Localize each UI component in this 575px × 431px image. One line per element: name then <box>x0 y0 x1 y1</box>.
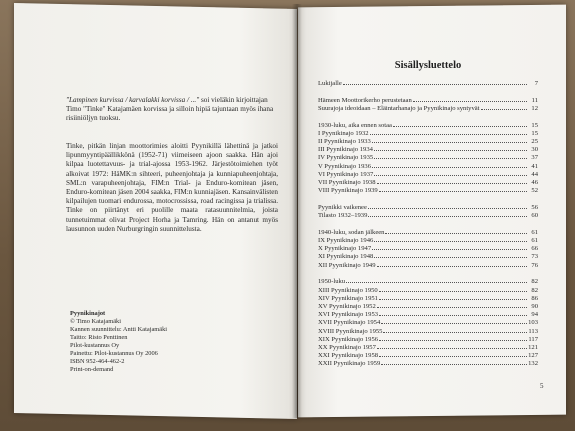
toc-entry-label: Tilasto 1932–1939 <box>318 212 368 220</box>
colophon-line: Pilot-kustannus Oy <box>70 342 120 349</box>
toc-entry <box>318 344 538 352</box>
toc-entry <box>318 204 538 212</box>
toc-leader-dots <box>383 332 527 333</box>
toc-leader-dots <box>372 167 527 168</box>
toc-entry-page: 86 <box>531 294 538 302</box>
table-of-contents <box>318 80 538 369</box>
toc-entry <box>318 319 538 327</box>
toc-entry-label: Pyynikki vaikenee <box>318 203 367 211</box>
toc-leader-dots <box>368 208 527 209</box>
toc-leader-dots <box>381 323 527 324</box>
toc-entry-page: 103 <box>528 319 538 327</box>
toc-entry <box>318 163 538 171</box>
colophon-line: Kannen suunnittelu: Antti Katajamäki <box>70 326 168 333</box>
page-number: 5 <box>540 382 544 390</box>
toc-leader-dots <box>379 299 527 300</box>
toc-entry <box>318 253 538 261</box>
toc-entry-label: 1940-luku, sodan jälkeen <box>318 228 385 236</box>
toc-entry-page: 61 <box>531 237 538 245</box>
colophon-title: Pyynikinajot <box>70 310 106 317</box>
toc-entry <box>318 154 538 162</box>
toc-entry <box>318 245 538 253</box>
toc-entry-page: 46 <box>531 179 538 187</box>
toc-entry-page: 117 <box>528 335 538 343</box>
toc-entry-page: 113 <box>528 327 538 335</box>
toc-entry-page: 60 <box>531 212 538 220</box>
toc-leader-dots <box>379 340 527 341</box>
toc-entry <box>318 237 538 245</box>
toc-entry <box>318 303 538 311</box>
book-gutter <box>292 4 302 418</box>
toc-entry-label: VI Pyynikinajo 1937 <box>318 170 374 178</box>
toc-entry-page: 37 <box>531 154 538 162</box>
toc-entry-label: II Pyynikinajo 1933 <box>318 138 371 146</box>
epigraph-rest: soi vieläkin kirjoittajan Timo "Tinke" Katajamäen korvissa ja silloin hipiä tajuntaan myös ihana risiiniöljyn tuoksu. <box>66 96 274 123</box>
epigraph-quote <box>66 96 276 124</box>
toc-entry-label: XV Pyynikinajo 1952 <box>318 302 376 310</box>
toc-entry-page: 90 <box>531 302 538 310</box>
toc-entry <box>318 352 538 360</box>
colophon-line: Print-on-demand <box>70 366 114 373</box>
toc-entry <box>318 328 538 336</box>
toc-leader-dots <box>379 356 527 357</box>
toc-leader-dots <box>346 282 527 283</box>
toc-entry-label: Hämeen Moottorikerho perustetaan <box>318 96 412 104</box>
toc-entry-page: 15 <box>531 121 538 129</box>
toc-leader-dots <box>385 233 527 234</box>
toc-leader-dots <box>374 150 527 151</box>
toc-entry-label: XVIII Pyynikinajo 1955 <box>318 327 383 335</box>
colophon-line: ISBN 952-464-462-2 <box>70 358 125 365</box>
toc-entry-page: 82 <box>531 286 538 294</box>
toc-entry-label: VIII Pyynikinajo 1939 <box>318 187 378 195</box>
toc-entry-page: 30 <box>531 146 538 154</box>
toc-leader-dots <box>481 109 527 110</box>
toc-entry-page: 94 <box>531 311 538 319</box>
toc-entry <box>318 146 538 154</box>
toc-entry-label: V Pyynikinajo 1936 <box>318 162 371 170</box>
toc-entry-page: 82 <box>531 278 538 286</box>
toc-entry-page: 12 <box>531 104 538 112</box>
toc-entry-page: 7 <box>534 80 538 87</box>
toc-entry <box>318 80 538 88</box>
toc-entry-label: XIV Pyynikinajo 1951 <box>318 294 378 302</box>
toc-entry <box>318 171 538 179</box>
toc-entry-page: 127 <box>528 352 538 360</box>
toc-leader-dots <box>381 364 527 365</box>
toc-entry <box>318 311 538 319</box>
toc-entry-label: XIX Pyynikinajo 1956 <box>318 335 379 343</box>
toc-entry <box>318 336 538 344</box>
toc-entry-label: IV Pyynikinajo 1935 <box>318 154 374 162</box>
toc-entry-page: 15 <box>531 129 538 137</box>
toc-entry-label: 1930-luku, aika ennen sotaa <box>318 121 392 129</box>
toc-entry-page: 73 <box>531 253 538 261</box>
toc-entry <box>318 229 538 237</box>
toc-leader-dots <box>374 175 527 176</box>
toc-entry-label: X Pyynikinajo 1947 <box>318 245 372 253</box>
toc-leader-dots <box>379 291 527 292</box>
toc-entry <box>318 179 538 187</box>
toc-entry-label: XVI Pyynikinajo 1953 <box>318 311 379 319</box>
colophon-line: Painettu: Pilot-kustannus Oy 2006 <box>70 350 158 357</box>
toc-leader-dots <box>374 158 527 159</box>
toc-entry <box>318 138 538 146</box>
toc-entry <box>318 278 538 286</box>
toc-leader-dots <box>343 84 527 85</box>
toc-entry <box>318 97 538 105</box>
toc-entry <box>318 130 538 138</box>
toc-entry-page: 44 <box>531 170 538 178</box>
toc-leader-dots <box>413 101 527 102</box>
toc-entry-page: 25 <box>531 138 538 146</box>
toc-entry <box>318 262 538 270</box>
toc-entry-label: XIII Pyynikinajo 1950 <box>318 286 378 294</box>
toc-entry-label: Suurajoja ideoidaan – Eläintarhanajo ja Pyynikinajo syntyvät <box>318 104 480 112</box>
toc-entry-label: 1950-luku <box>318 278 346 286</box>
toc-entry <box>318 105 538 113</box>
toc-entry <box>318 360 538 368</box>
toc-entry-page: 132 <box>528 360 538 368</box>
toc-leader-dots <box>377 307 527 308</box>
toc-entry-page: 121 <box>528 343 538 351</box>
toc-leader-dots <box>377 348 527 349</box>
toc-entry-page: 11 <box>531 96 538 104</box>
toc-leader-dots <box>372 142 527 143</box>
colophon-line: Taitto: Risto Penttinen <box>70 334 128 341</box>
toc-title: Sisällysluettelo <box>394 60 462 71</box>
toc-entry <box>318 212 538 220</box>
toc-entry-page: 66 <box>531 245 538 253</box>
toc-entry-label: XXI Pyynikinajo 1958 <box>318 352 379 360</box>
toc-entry-label: VII Pyynikinajo 1938 <box>318 179 376 187</box>
colophon-line: © Timo Katajamäki <box>70 318 122 325</box>
toc-entry-label: XII Pyynikinajo 1949 <box>318 261 376 269</box>
toc-entry <box>318 122 538 130</box>
toc-entry-page: 56 <box>531 203 538 211</box>
toc-leader-dots <box>370 134 527 135</box>
toc-entry-label: I Pyynikinajo 1932 <box>318 129 369 137</box>
toc-entry-page: 52 <box>531 187 538 195</box>
toc-leader-dots <box>379 315 527 316</box>
toc-entry-label: XVII Pyynikinajo 1954 <box>318 319 381 327</box>
toc-entry-label: XXII Pyynikinajo 1959 <box>318 360 381 368</box>
toc-entry <box>318 187 538 195</box>
toc-entry-page: 61 <box>531 228 538 236</box>
toc-entry-page: 41 <box>531 162 538 170</box>
toc-leader-dots <box>374 257 527 258</box>
toc-entry-label: IX Pyynikinajo 1946 <box>318 237 374 245</box>
toc-entry <box>318 295 538 303</box>
toc-leader-dots <box>372 249 527 250</box>
toc-entry-label: XX Pyynikinajo 1957 <box>318 343 376 351</box>
toc-entry-label: Lukijalle <box>318 80 342 87</box>
toc-leader-dots <box>374 241 527 242</box>
toc-leader-dots <box>377 183 527 184</box>
toc-leader-dots <box>393 126 527 127</box>
toc-leader-dots <box>379 191 527 192</box>
toc-entry-label: III Pyynikinajo 1934 <box>318 146 373 154</box>
toc-leader-dots <box>368 216 527 217</box>
colophon <box>70 310 270 374</box>
toc-entry-label: XI Pyynikinajo 1948 <box>318 253 374 261</box>
toc-leader-dots <box>377 266 527 267</box>
toc-entry <box>318 287 538 295</box>
toc-entry-page: 76 <box>531 261 538 269</box>
author-bio: Tinke, pitkän linjan moottorimies aloitti Pyynikillä lähettinä ja jatkoi lipunmyyntipäällikkönä (1952-71) viimeiseen ajoon saakka. Hän ajoi kilpaa luotettavuus- ja trial-ajossa 1953-1962. Järjestötoimiehen työt alkoivat 1972: HäMK:n sihteeri, puheenjohtaja ja kunniapuheenjohtaja, SML:n varapuheenjohtaja, FIM:n Trial- ja Enduro-komitean jäsen, Enduro-komitean jäsen 2004 saakka, FIM:n kunniajäsen. Kansainvälisten kilpailujen tuomari endurossa, motocrossissa, road racingissa ja trialissa. Tinke on piirtänyt eri puolille maata ratasuunnitelmia, joista tunnetuimmat olivat Project Horha ja Tamring. Hän on antanut myös lausunnon uuden Nurburgringin suunnittelusta. <box>66 142 278 233</box>
epigraph-italic: "Lampinen kurvissa / karvalakki korvissa / ..." <box>66 96 200 104</box>
